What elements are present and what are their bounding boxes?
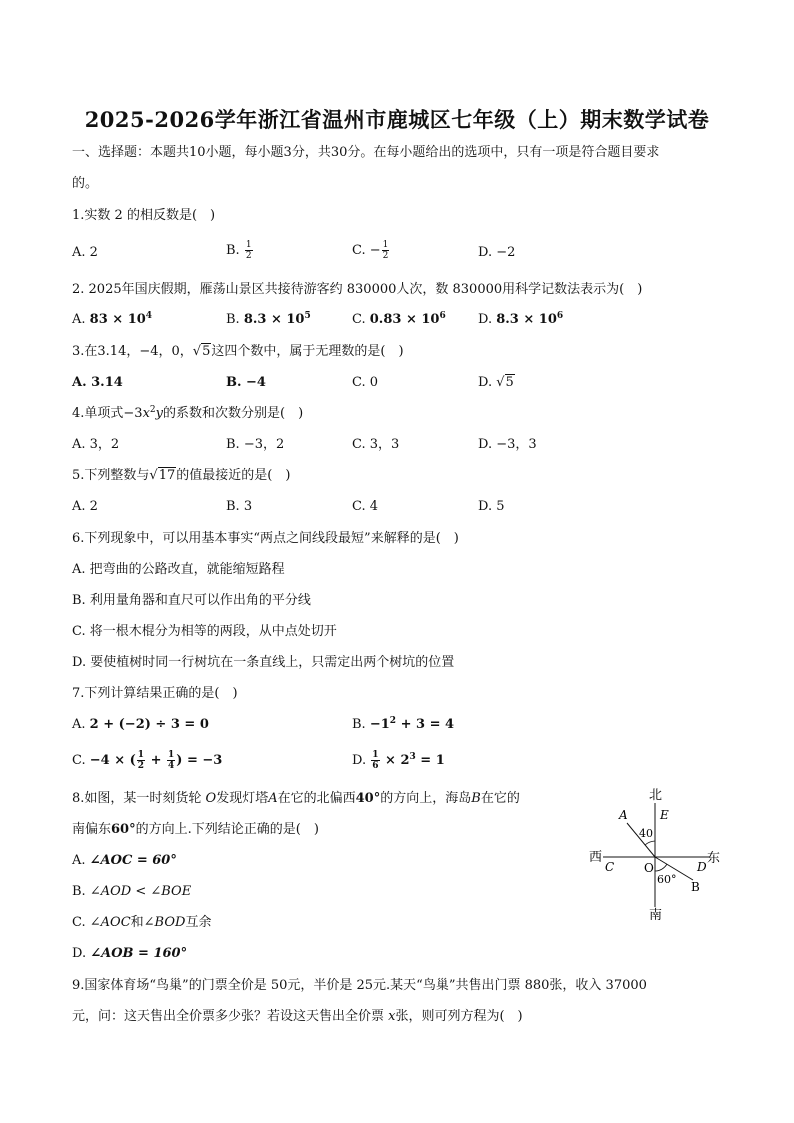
east-label: 东 [707,851,721,866]
radicand: 17 [158,468,176,483]
denominator: 6 [372,761,379,771]
question-2-option-b [226,311,311,329]
angle-value: 60° [111,822,136,837]
stem-text: 3.在3.14，−4，0， [72,344,193,359]
question-1-option-a: A. 2 [72,245,98,260]
exponent: 6 [556,311,564,321]
question-8-option-c [72,914,211,932]
fraction [382,240,390,261]
point-o: O [205,791,217,806]
point-d-label: D [697,860,707,874]
option-prefix: D. [72,946,91,961]
question-6-option-c: C. 将一根木棍分为相等的两段，从中点处切开 [72,624,337,639]
numerator: 1 [372,750,379,760]
question-8-option-a [72,852,177,870]
section-instruction-cont [72,175,98,193]
option-prefix: B. [226,312,244,327]
math-expression: 8.3 × 10 [243,312,305,327]
north-label: 北 [649,788,663,803]
math-expression: 8.3 × 10 [496,312,557,327]
exponent: 2 [149,405,156,415]
question-1-option-b [226,240,254,261]
question-3-option-c: C. 0 [352,375,379,390]
option-prefix: C. [72,915,90,930]
math-expression: −4 × ( [89,753,136,768]
fraction [167,750,175,771]
numerator: 1 [245,240,252,250]
question-7-option-b [352,716,454,734]
question-4-option-c: C. 3，3 [352,437,400,452]
question-7-option-a [72,716,209,734]
compass-direction-figure [585,785,735,925]
exponent: 5 [304,311,311,321]
question-2-stem: 2. 2025年国庆假期，雁荡山景区共接待游客约 830000人次，数 830000用科学记数法表示为( ) [72,282,643,297]
question-5-stem [72,467,290,485]
stem-text: 4.单项式−3 [72,406,143,421]
math-expression: + [146,753,167,768]
question-2-option-d [478,311,563,329]
denominator: 4 [168,761,175,771]
question-2-option-a [72,311,152,329]
question-8-stem-line2 [72,821,319,839]
question-6-option-d: D. 要使植树时同一行树坑在一条直线上，只需定出两个树坑的位置 [72,655,455,670]
fraction [371,750,379,771]
variable-y: y [155,406,164,421]
question-3-option-a: A. 3.14 [72,375,123,390]
math-expression: 83 × 10 [89,312,146,327]
question-7-option-c [72,750,222,771]
south-label: 南 [649,908,663,923]
question-9-stem-line1: 9.国家体育场“鸟巢”的门票全价是 50元，半价是 25元.某天“鸟巢”共售出门票 880张，收入 37000 [72,978,647,993]
option-prefix: C. [352,312,370,327]
option-prefix: D. [478,375,497,390]
math-expression: ∠AOC [89,915,131,930]
angle-value: 40° [355,791,381,806]
stem-text: 互余 [185,915,212,930]
point-a-label: A [619,808,628,822]
sqrt-expression: √17 [149,468,176,483]
option-prefix: B. [72,884,90,899]
sqrt-expression: √5 [496,375,514,390]
question-2-option-c [352,311,446,329]
question-4-option-b: B. −3，2 [226,437,285,452]
point-b: B [471,791,481,806]
question-6-option-b: B. 利用量角器和直尺可以作出角的平分线 [72,593,311,608]
option-prefix: D. [352,753,371,768]
exponent: 4 [145,311,153,321]
variable-x: x [142,406,150,421]
sqrt-expression: √5 [192,344,211,359]
question-1-option-d: D. −2 [478,245,516,260]
math-expression: + 3 = 4 [396,717,455,732]
point-c-label: C [605,860,615,874]
question-3-option-b: B. −4 [226,375,266,390]
stem-text: 在它的北偏西 [277,791,356,806]
numerator: 1 [168,750,175,760]
option-prefix: A. [72,853,90,868]
question-5-option-d: D. 5 [478,499,505,514]
point-o-label: O [644,861,654,875]
fraction [137,750,145,771]
stem-text: 这四个数中，属于无理数的是( ) [211,344,404,359]
math-expression: ∠AOB = 160° [90,946,188,961]
question-5-option-a: A. 2 [72,499,98,514]
math-expression: −1 [369,717,390,732]
math-expression: = 1 [415,753,445,768]
option-prefix: D. [478,312,497,327]
point-e-label: E [660,808,669,822]
angle-40-label: 40 [639,827,653,840]
option-b-prefix: B. [226,243,244,258]
variable-x: x [388,1009,396,1024]
question-4-option-a: A. 3，2 [72,437,120,452]
question-4-option-d: D. −3，3 [478,437,537,452]
question-5-option-c: C. 4 [352,499,379,514]
math-expression: ∠AOD < ∠BOE [89,884,192,899]
stem-text: 8.如图，某一时刻货轮 [72,791,206,806]
option-prefix: A. [72,717,90,732]
question-5-option-b: B. 3 [226,499,253,514]
exponent: 2 [389,716,397,726]
angle-60-label: 60° [657,873,677,886]
exponent: 6 [439,311,446,321]
section-instruction [72,144,659,162]
section-instruction-line2: 的。 [72,176,99,191]
option-prefix: C. [72,753,90,768]
question-6-option-a: A. 把弯曲的公路改直，就能缩短路程 [72,562,285,577]
stem-text: 发现灯塔 [216,791,269,806]
math-expression: ) = −3 [176,753,223,768]
question-3-option-d [478,374,515,392]
angle-arc-40 [645,841,655,845]
question-9-stem-line2 [72,1008,523,1026]
stem-text: 和 [130,915,144,930]
stem-text: 元，问：这天售出全价票多少张？若设这天售出全价票 [72,1009,389,1024]
section-instruction-line1: 一、选择题：本题共10小题，每小题3分，共30分。在每小题给出的选项中，只有一项是符合题目要求 [72,145,660,160]
question-7-stem: 7.下列计算结果正确的是( ) [72,686,238,701]
angle-arc-60 [655,864,667,871]
math-expression: × 2 [380,753,410,768]
option-prefix: B. [352,717,370,732]
stem-text: 5.下列整数与 [72,468,150,483]
denominator: 2 [137,761,145,771]
stem-text: 的方向上.下列结论正确的是( ) [135,822,319,837]
radicand: 5 [202,344,211,359]
numerator: 1 [137,750,145,760]
stem-text: 张，则可列方程为( ) [395,1009,523,1024]
exam-title: 2025-2026学年浙江省温州市鹿城区七年级（上）期末数学试卷 [84,107,710,132]
point-b-label: B [691,880,700,894]
denominator: 2 [382,251,389,261]
stem-text: 南偏东 [72,822,112,837]
denominator: 2 [245,251,252,261]
question-8-option-d [72,945,187,963]
radicand: 5 [505,375,514,390]
west-label: 西 [589,850,603,865]
math-expression: 0.83 × 10 [369,312,440,327]
question-3-stem [72,343,404,361]
question-1-stem: 1.实数 2 的相反数是( ) [72,208,216,223]
stem-text: 的系数和次数分别是( ) [163,406,304,421]
question-8-option-b [72,883,191,901]
stem-text: 在它的 [480,791,520,806]
stem-text: 的方向上，海岛 [380,791,472,806]
question-6-stem: 6.下列现象中，可以用基本事实“两点之间线段最短”来解释的是( ) [72,531,459,546]
option-c-prefix: C. − [352,243,381,258]
math-expression: ∠BOD [143,915,186,930]
question-1-option-c [352,240,390,261]
fraction [245,240,253,261]
math-expression: 2 + (−2) ÷ 3 = 0 [89,717,209,732]
math-expression: ∠AOC = 60° [89,853,177,868]
question-7-option-d [352,750,445,771]
stem-text: 的值最接近的是( ) [176,468,291,483]
question-8-stem-line1 [72,790,520,808]
point-a: A [268,791,278,806]
exponent: 3 [409,752,416,762]
question-4-stem [72,405,303,423]
numerator: 1 [382,240,389,250]
option-prefix: A. [72,312,90,327]
